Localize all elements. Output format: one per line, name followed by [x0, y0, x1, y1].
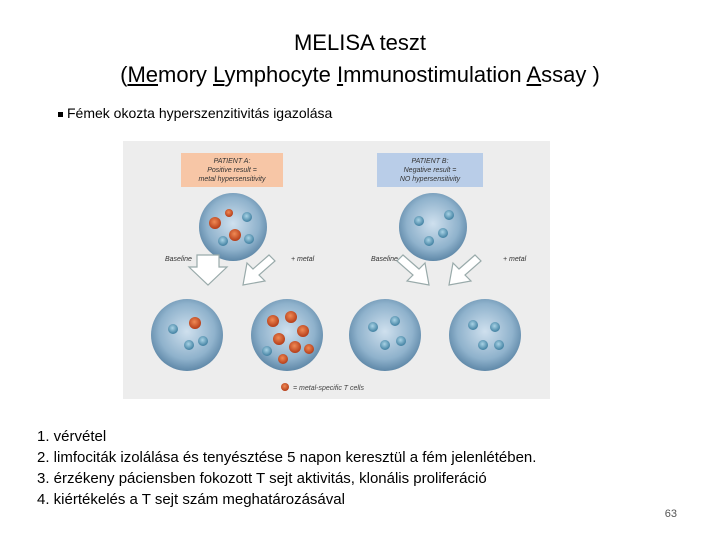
- title-line-1: MELISA teszt: [293, 30, 427, 55]
- svg-text:Negative result =: Negative result =: [403, 167, 457, 174]
- dish-b-metal: [449, 299, 521, 371]
- dish-b-top: [399, 193, 467, 261]
- svg-text:+ metal: + metal: [503, 256, 527, 263]
- svg-text:NO hypersensitivity: NO hypersensitivity: [399, 176, 461, 183]
- svg-text:PATIENT B:: PATIENT B:: [411, 158, 449, 165]
- svg-text:PATIENT A:: PATIENT A:: [213, 158, 251, 165]
- bullet-point: Fémek okozta hyperszenzitivitás igazolása: [58, 105, 332, 121]
- title-line-2: (Memory Lymphocyte Immunostimulation Assay ): [120, 62, 600, 87]
- svg-text:= metal-specific T cells: = metal-specific T cells: [293, 385, 364, 392]
- svg-text:Baseline: Baseline: [371, 256, 398, 263]
- list-item: 3. érzékeny páciensben fokozott T sejt aktivitás, klonális proliferáció: [37, 470, 487, 487]
- page-number: 63: [664, 508, 677, 520]
- list-item: 2. limfociták izolálása és tenyésztése 5 napon keresztül a fém jelenlétében.: [37, 449, 537, 466]
- legend-cell-icon: [281, 383, 289, 391]
- list-item: 4. kiértékelés a T sejt szám meghatározásával: [37, 491, 345, 508]
- melisa-diagram: [123, 141, 550, 399]
- svg-text:metal hypersensitivity: metal hypersensitivity: [198, 176, 266, 183]
- dish-b-baseline: [349, 299, 421, 371]
- dish-a-baseline: [151, 299, 223, 371]
- svg-text:+ metal: + metal: [291, 256, 315, 263]
- dish-a-top: [199, 193, 267, 261]
- svg-text:Baseline: Baseline: [165, 256, 192, 263]
- svg-text:Positive result =: Positive result =: [207, 167, 257, 174]
- steps-list: [37, 426, 536, 510]
- bullet-icon: [58, 112, 63, 117]
- list-item: 1. vérvétel: [37, 428, 107, 445]
